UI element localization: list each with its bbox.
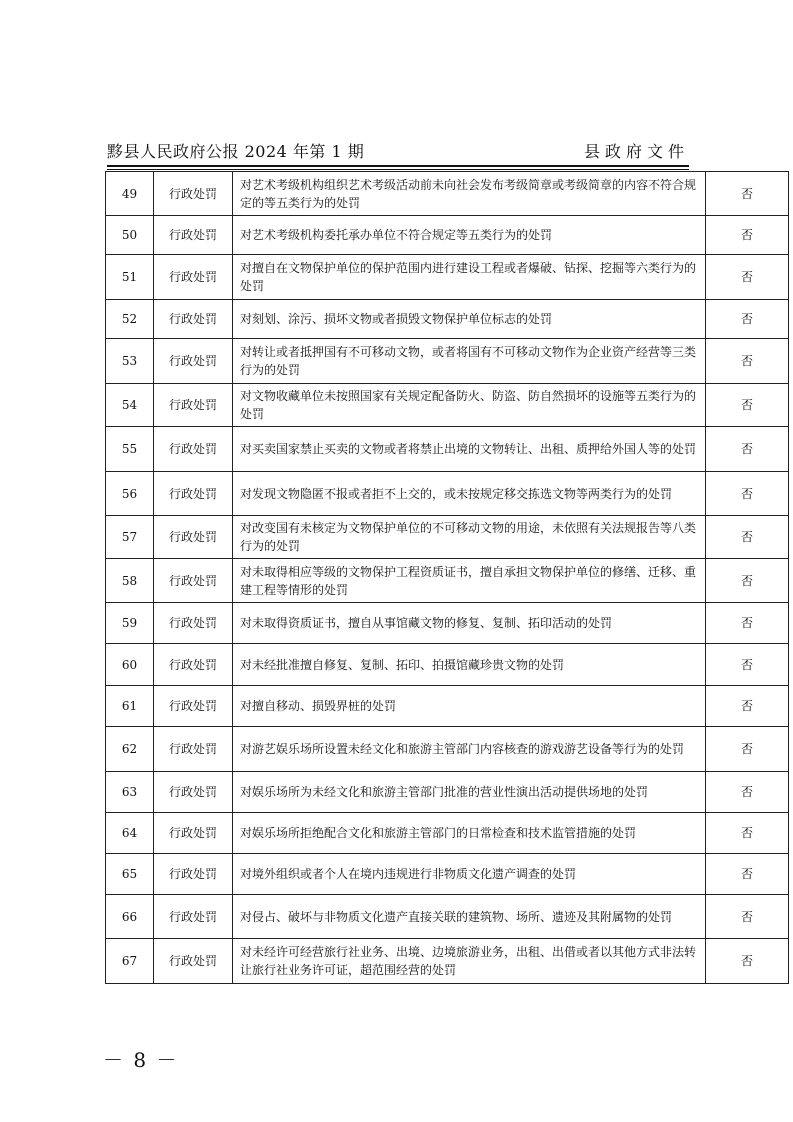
row-item: 对境外组织或者个人在境内违规进行非物质文化遗产调查的处罚: [233, 854, 706, 895]
row-type: 行政处罚: [154, 216, 233, 255]
row-type: 行政处罚: [154, 603, 233, 644]
table-row: [106, 854, 789, 895]
row-item: 对艺术考级机构委托承办单位不符合规定等五类行为的处罚: [233, 216, 706, 255]
row-number: 64: [106, 813, 154, 854]
row-flag: 否: [706, 727, 789, 772]
row-type: 行政处罚: [154, 384, 233, 427]
table-row: [106, 339, 789, 384]
row-flag: 否: [706, 854, 789, 895]
row-flag: 否: [706, 300, 789, 339]
row-flag: 否: [706, 384, 789, 427]
row-type: 行政处罚: [154, 516, 233, 559]
table-row: [106, 559, 789, 603]
row-type: 行政处罚: [154, 255, 233, 300]
table-row: [106, 603, 789, 644]
row-flag: 否: [706, 644, 789, 686]
row-item: 对擅自移动、损毁界桩的处罚: [233, 686, 706, 727]
row-flag: 否: [706, 339, 789, 384]
table-row: [106, 813, 789, 854]
row-type: 行政处罚: [154, 644, 233, 686]
row-number: 62: [106, 727, 154, 772]
table-row: [106, 516, 789, 559]
row-number: 55: [106, 427, 154, 472]
row-item: 对发现文物隐匿不报或者拒不上交的，或未按规定移交拣选文物等两类行为的处罚: [233, 472, 706, 516]
table-row: [106, 472, 789, 516]
row-number: 59: [106, 603, 154, 644]
row-number: 67: [106, 939, 154, 984]
row-number: 50: [106, 216, 154, 255]
row-number: 61: [106, 686, 154, 727]
table-row: [106, 255, 789, 300]
row-item: 对游艺娱乐场所设置未经文化和旅游主管部门内容核查的游戏游艺设备等行为的处罚: [233, 727, 706, 772]
table-row: [106, 216, 789, 255]
penalty-table: [105, 171, 789, 984]
row-flag: 否: [706, 172, 789, 216]
table-row: [106, 939, 789, 984]
table-row: [106, 172, 789, 216]
row-type: 行政处罚: [154, 427, 233, 472]
table-row: [106, 384, 789, 427]
row-item: 对娱乐场所为未经文化和旅游主管部门批准的营业性演出活动提供场地的处罚: [233, 772, 706, 813]
row-flag: 否: [706, 939, 789, 984]
bulletin-title: 黟县人民政府公报 2024 年第 1 期: [107, 142, 365, 161]
row-number: 51: [106, 255, 154, 300]
row-item: 对转让或者抵押国有不可移动文物，或者将国有不可移动文物作为企业资产经营等三类行为的处罚: [233, 339, 706, 384]
row-flag: 否: [706, 686, 789, 727]
row-item: 对文物收藏单位未按照国家有关规定配备防火、防盗、防自然损坏的设施等五类行为的处罚: [233, 384, 706, 427]
table-row: [106, 686, 789, 727]
row-item: 对擅自在文物保护单位的保护范围内进行建设工程或者爆破、钻探、挖掘等六类行为的处罚: [233, 255, 706, 300]
row-type: 行政处罚: [154, 939, 233, 984]
row-flag: 否: [706, 603, 789, 644]
row-number: 53: [106, 339, 154, 384]
row-flag: 否: [706, 772, 789, 813]
row-number: 58: [106, 559, 154, 603]
row-item: 对未经许可经营旅行社业务、出境、边境旅游业务，出租、出借或者以其他方式非法转让旅行社业务许可证，超范围经营的处罚: [233, 939, 706, 984]
row-number: 63: [106, 772, 154, 813]
row-number: 66: [106, 895, 154, 939]
header-rule-thick: [107, 165, 689, 167]
row-number: 49: [106, 172, 154, 216]
row-type: 行政处罚: [154, 172, 233, 216]
section-title: 县政府文件: [583, 142, 689, 161]
page-header: [107, 141, 689, 165]
row-item: 对刻划、涂污、损坏文物或者损毁文物保护单位标志的处罚: [233, 300, 706, 339]
row-item: 对娱乐场所拒绝配合文化和旅游主管部门的日常检查和技术监管措施的处罚: [233, 813, 706, 854]
row-number: 65: [106, 854, 154, 895]
row-item: 对未取得相应等级的文物保护工程资质证书，擅自承担文物保护单位的修缮、迁移、重建工程等情形的处罚: [233, 559, 706, 603]
row-item: 对改变国有未核定为文物保护单位的不可移动文物的用途，未依照有关法规报告等八类行为的处罚: [233, 516, 706, 559]
row-type: 行政处罚: [154, 854, 233, 895]
row-type: 行政处罚: [154, 472, 233, 516]
row-number: 56: [106, 472, 154, 516]
row-type: 行政处罚: [154, 772, 233, 813]
row-number: 52: [106, 300, 154, 339]
row-number: 57: [106, 516, 154, 559]
row-type: 行政处罚: [154, 895, 233, 939]
table-row: [106, 895, 789, 939]
row-flag: 否: [706, 813, 789, 854]
table-row: [106, 772, 789, 813]
row-type: 行政处罚: [154, 686, 233, 727]
header-rule-thin: [107, 169, 689, 170]
row-flag: 否: [706, 559, 789, 603]
row-type: 行政处罚: [154, 300, 233, 339]
row-type: 行政处罚: [154, 813, 233, 854]
row-type: 行政处罚: [154, 339, 233, 384]
row-item: 对艺术考级机构组织艺术考级活动前未向社会发布考级简章或考级简章的内容不符合规定的等五类行为的处罚: [233, 172, 706, 216]
row-flag: 否: [706, 472, 789, 516]
row-flag: 否: [706, 516, 789, 559]
table-row: [106, 644, 789, 686]
row-flag: 否: [706, 895, 789, 939]
row-item: 对买卖国家禁止买卖的文物或者将禁止出境的文物转让、出租、质押给外国人等的处罚: [233, 427, 706, 472]
row-flag: 否: [706, 216, 789, 255]
row-number: 60: [106, 644, 154, 686]
row-flag: 否: [706, 427, 789, 472]
row-type: 行政处罚: [154, 559, 233, 603]
row-flag: 否: [706, 255, 789, 300]
row-number: 54: [106, 384, 154, 427]
table-row: [106, 427, 789, 472]
table-row: [106, 727, 789, 772]
row-type: 行政处罚: [154, 727, 233, 772]
row-item: 对未经批准擅自修复、复制、拓印、拍摄馆藏珍贵文物的处罚: [233, 644, 706, 686]
page-number: － 8 －: [103, 1048, 179, 1072]
row-item: 对未取得资质证书，擅自从事馆藏文物的修复、复制、拓印活动的处罚: [233, 603, 706, 644]
table-row: [106, 300, 789, 339]
row-item: 对侵占、破坏与非物质文化遗产直接关联的建筑物、场所、遗迹及其附属物的处罚: [233, 895, 706, 939]
